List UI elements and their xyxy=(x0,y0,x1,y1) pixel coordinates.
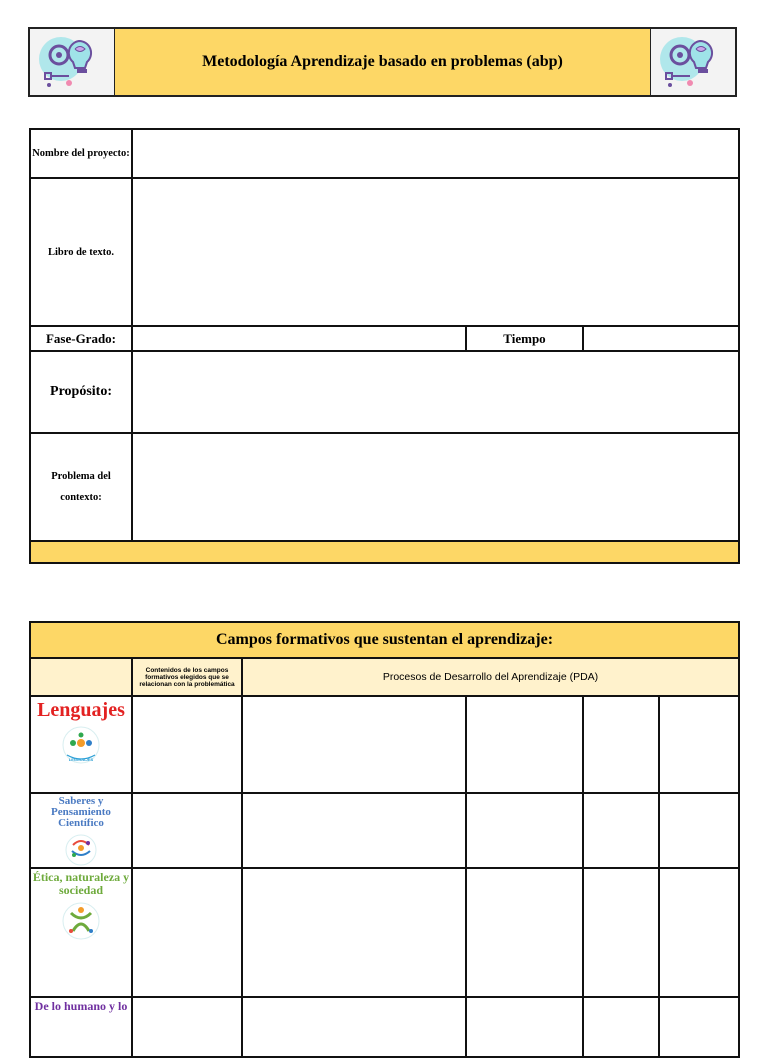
table-row xyxy=(30,658,739,696)
field-name: De lo humano y lo xyxy=(34,999,128,1013)
textbook-label: Libro de texto. xyxy=(30,178,132,326)
table-row xyxy=(30,433,739,541)
pda-cell[interactable] xyxy=(583,997,659,1057)
project-name-field[interactable] xyxy=(132,129,739,178)
table-row xyxy=(30,351,739,433)
table-row xyxy=(30,793,739,868)
lightbulb-gears-icon xyxy=(656,33,730,91)
contents-cell[interactable] xyxy=(132,997,242,1057)
contents-cell[interactable] xyxy=(132,696,242,793)
table-row xyxy=(30,868,739,997)
header-logo-right xyxy=(650,29,735,95)
textbook-field[interactable] xyxy=(132,178,739,326)
pda-cell[interactable] xyxy=(466,793,583,868)
field-name: Saberes y Pensamiento Científico xyxy=(51,795,111,829)
emblem-label: LENGUAJES xyxy=(68,757,94,762)
time-label: Tiempo xyxy=(466,326,583,351)
pda-cell[interactable] xyxy=(466,997,583,1057)
etica-emblem-icon xyxy=(59,901,103,941)
field-humano xyxy=(30,997,132,1057)
pda-cell[interactable] xyxy=(583,793,659,868)
pda-cell[interactable] xyxy=(583,868,659,997)
field-lenguajes xyxy=(30,696,132,793)
campos-title: Campos formativos que sustentan el aprendizaje: xyxy=(30,622,739,658)
table-row xyxy=(30,129,739,178)
context-problem-label: Problema del contexto: xyxy=(30,433,132,541)
campos-formativos-table xyxy=(29,621,740,1058)
pda-header: Procesos de Desarrollo del Aprendizaje (PDA) xyxy=(242,658,739,696)
purpose-field[interactable] xyxy=(132,351,739,433)
purpose-label: Propósito: xyxy=(30,351,132,433)
pda-cell[interactable] xyxy=(659,793,739,868)
yellow-footer-bar xyxy=(30,541,739,563)
field-etica xyxy=(30,868,132,997)
pda-cell[interactable] xyxy=(583,696,659,793)
pda-cell[interactable] xyxy=(659,868,739,997)
lenguajes-emblem-icon xyxy=(59,725,103,765)
empty-header-cell xyxy=(30,658,132,696)
pda-cell[interactable] xyxy=(242,696,466,793)
pda-cell[interactable] xyxy=(242,868,466,997)
phase-grade-field[interactable] xyxy=(132,326,466,351)
phase-grade-label: Fase-Grado: xyxy=(30,326,132,351)
contents-cell[interactable] xyxy=(132,868,242,997)
header-logo-left xyxy=(30,29,115,95)
table-row xyxy=(30,541,739,563)
table-row xyxy=(30,178,739,326)
context-problem-field[interactable] xyxy=(132,433,739,541)
contents-cell[interactable] xyxy=(132,793,242,868)
lightbulb-gears-icon xyxy=(35,33,109,91)
header-banner xyxy=(28,27,737,97)
pda-cell[interactable] xyxy=(242,997,466,1057)
table-row xyxy=(30,326,739,351)
table-row xyxy=(30,696,739,793)
pda-cell[interactable] xyxy=(242,793,466,868)
project-info-table xyxy=(29,128,740,564)
time-field[interactable] xyxy=(583,326,739,351)
saberes-emblem-icon xyxy=(61,833,101,867)
field-name: Lenguajes xyxy=(37,699,125,721)
pda-cell[interactable] xyxy=(466,696,583,793)
table-row xyxy=(30,997,739,1057)
field-saberes xyxy=(30,793,132,868)
contents-header: Contenidos de los campos formativos elegidos que se relacionan con la problemática xyxy=(132,658,242,696)
field-name: Ética, naturaleza y sociedad xyxy=(32,870,130,897)
pda-cell[interactable] xyxy=(466,868,583,997)
project-name-label: Nombre del proyecto: xyxy=(30,129,132,178)
pda-cell[interactable] xyxy=(659,997,739,1057)
page-title: Metodología Aprendizaje basado en problemas (abp) xyxy=(202,53,563,70)
pda-cell[interactable] xyxy=(659,696,739,793)
table-row xyxy=(30,622,739,658)
